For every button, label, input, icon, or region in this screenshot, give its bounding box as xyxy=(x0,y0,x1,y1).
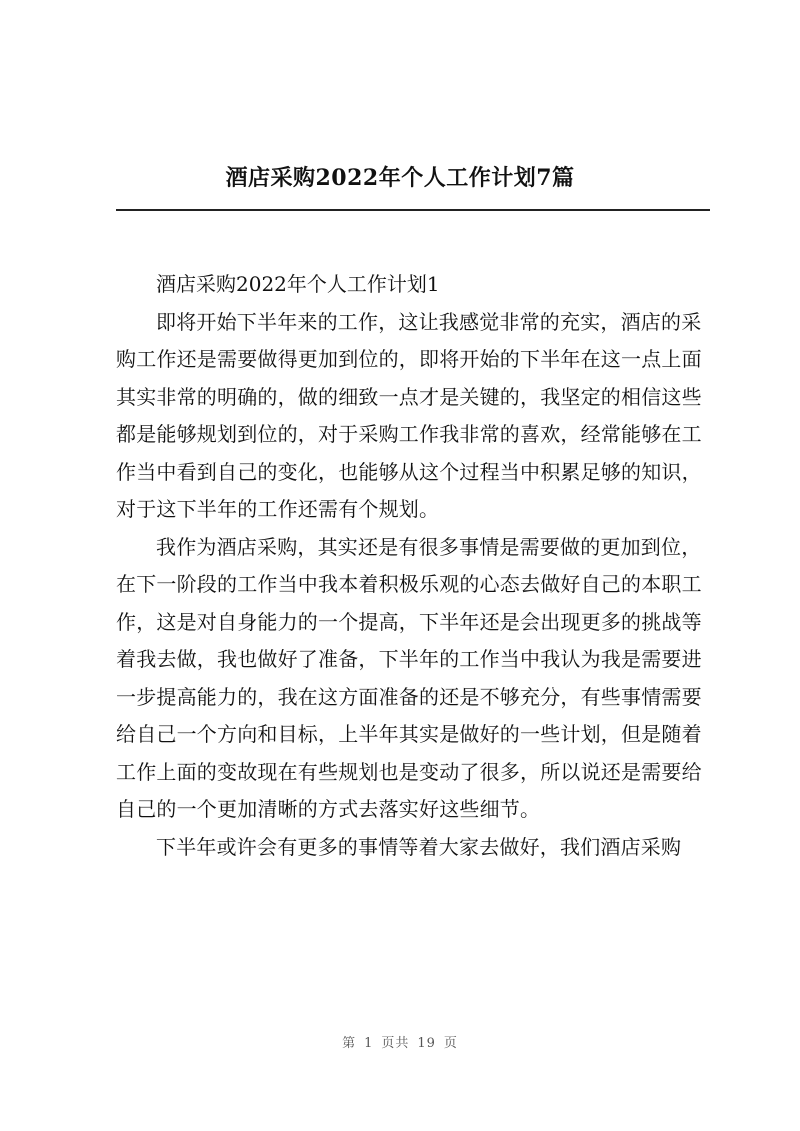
document-body xyxy=(116,266,712,866)
footer-page-suffix: 页 xyxy=(443,1036,458,1051)
title-divider xyxy=(116,209,710,211)
footer-page-mid: 页共 xyxy=(381,1036,410,1051)
footer-page-prefix: 第 xyxy=(342,1036,357,1051)
footer-total-pages: 19 xyxy=(417,1036,436,1051)
paragraph-3: 下半年或许会有更多的事情等着大家去做好，我们酒店采购 xyxy=(156,834,682,859)
document-title: 酒店采购2022年个人工作计划7篇 xyxy=(225,165,575,191)
paragraph-2: 我作为酒店采购，其实还是有很多事情是需要做的更加到位，在下一阶段的工作当中我本着积极乐观的心态去做好自己的本职工作，这是对自身能力的一个提高，下半年还是会出现更多的挑战等着我去做，我也做好了准备，下半年的工作当中我认为我是需要进一步提高能力的，我在这方面准备的还是不够充分，有些事情需要给自己一个方向和目标，上半年其实是做好的一些计划，但是随着工作上面的变故现在有些规划也是变动了很多，所以说还是需要给自己的一个更加清晰的方式去落实好这些细节。 xyxy=(116,534,702,821)
footer-page-number: 1 xyxy=(364,1036,374,1051)
section-heading: 酒店采购2022年个人工作计划1 xyxy=(156,272,440,296)
paragraph-1: 即将开始下半年来的工作，这让我感觉非常的充实，酒店的采购工作还是需要做得更加到位的，即将开始的下半年在这一点上面其实非常的明确的，做的细致一点才是关键的，我坚定的相信这些都是能够规划到位的，对于采购工作我非常的喜欢，经常能够在工作当中看到自己的变化，也能够从这个过程当中积累足够的知识，对于这下半年的工作还需有个规划。 xyxy=(116,309,702,521)
page-footer xyxy=(0,1032,800,1051)
